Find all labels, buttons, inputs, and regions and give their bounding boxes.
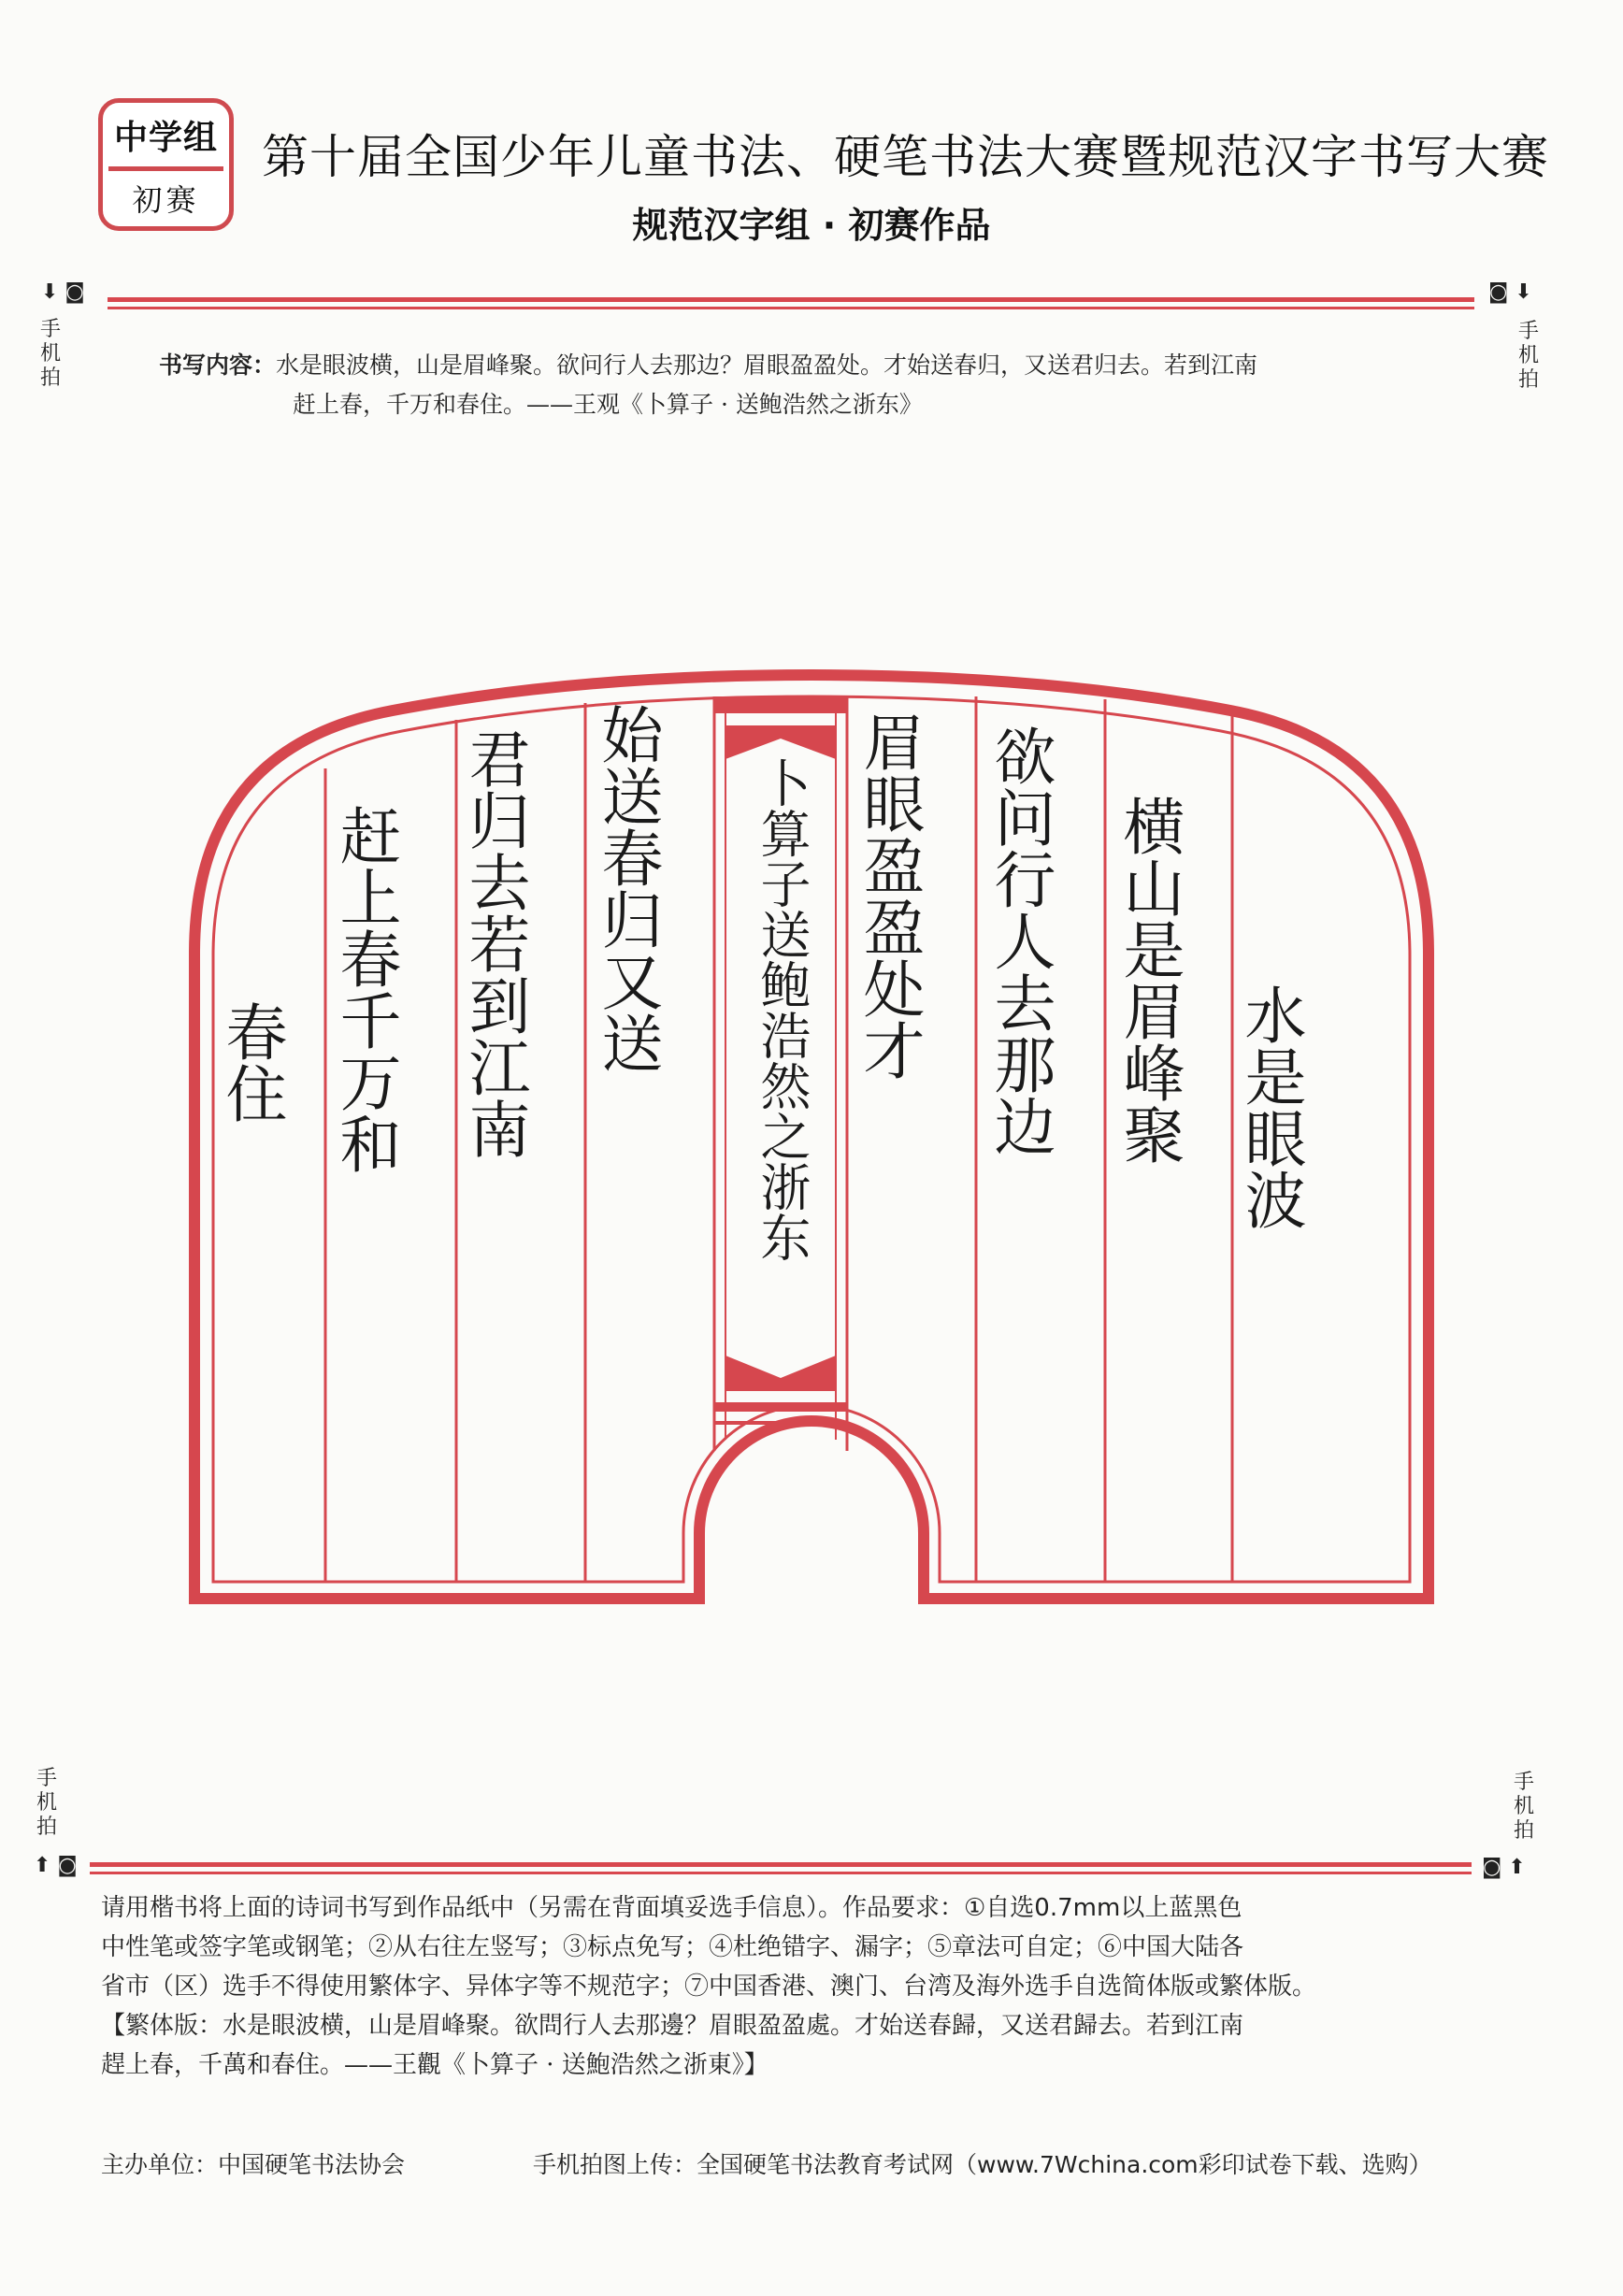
instructions-line-3: 省市（区）选手不得使用繁体字、异体字等不规范字；⑦中国香港、澳门、台湾及海外选手自选简体版或繁体版。 (101, 1973, 1317, 2001)
content-line-1: 水是眼波横，山是眉峰聚。欲问行人去那边？眉眼盈盈处。才始送春归，又送君归去。若到江南 (276, 352, 1258, 379)
side-label-bottom-right: 手机拍 (1513, 1771, 1534, 1843)
side-label-top-left: 手机拍 (39, 318, 61, 390)
instructions-line-4: 【繁体版：水是眼波横，山是眉峰聚。欲問行人去那邊？眉眼盈盈處。才始送春歸，又送君歸去。若到江南 (101, 2012, 1244, 2040)
artwork-column-4: 眉眼盈盈处才 (853, 710, 925, 1081)
badge-group: 中学组 (113, 118, 218, 157)
artwork-column-1: 水是眼波 (1234, 983, 1306, 1230)
bottom-divider (90, 1862, 1472, 1877)
artwork-column-2: 横山是眉峰聚 (1113, 795, 1185, 1165)
footer-organizer: 主办单位：中国硬笔书法协会 (101, 2151, 406, 2178)
instructions-line-1: 请用楷书将上面的诗词书写到作品纸中（另需在背面填妥选手信息）。作品要求：①自选0.7mm以上蓝黑色 (101, 1894, 1242, 1922)
upload-camera-icon-bottom-left: ⬆ ◙ (34, 1854, 78, 1877)
page-title: 第十届全国少年儿童书法、硬笔书法大赛暨规范汉字书写大赛 (262, 130, 1549, 184)
content-line-2: 赶上春，千万和春住。——王观《卜算子 · 送鲍浩然之浙东》 (293, 391, 923, 418)
side-label-top-right: 手机拍 (1517, 320, 1539, 392)
artwork-column-5: 始送春归又送 (591, 703, 663, 1073)
camera-upload-icon-bottom-right: ◙ ⬆ (1482, 1856, 1526, 1879)
download-camera-icon-top-left: ⬇ ◙ (41, 280, 85, 304)
instructions-line-2: 中性笔或签字笔或钢笔；②从右往左竖写；③标点免写；④杜绝错字、漏字；⑤章法可自定；⑥中国大陆各 (101, 1933, 1244, 1961)
badge-stage: 初赛 (132, 182, 200, 218)
artwork-column-8: 春住 (215, 1000, 287, 1124)
instructions (101, 1888, 1522, 2085)
artwork-column-3: 欲问行人去那边 (984, 725, 1056, 1156)
artwork-column-6: 君归去若到江南 (458, 727, 530, 1159)
side-label-bottom-left: 手机拍 (36, 1767, 57, 1839)
content-label: 书写内容： (159, 352, 277, 379)
instructions-line-5: 趕上春，千萬和春住。——王觀《卜算子 · 送鮑浩然之浙東》】 (101, 2051, 768, 2079)
artwork-column-7: 赶上春千万和 (329, 804, 401, 1174)
footer-upload-info: 手机拍图上传：全国硬笔书法教育考试网（www.7Wchina.com彩印试卷下载、选购） (533, 2151, 1432, 2178)
page-subtitle: 规范汉字组 · 初赛作品 (632, 205, 991, 246)
poem-title: 卜算子送鲍浩然之浙东 (753, 757, 812, 1262)
camera-download-icon-top-right: ◙ ⬇ (1488, 280, 1532, 304)
